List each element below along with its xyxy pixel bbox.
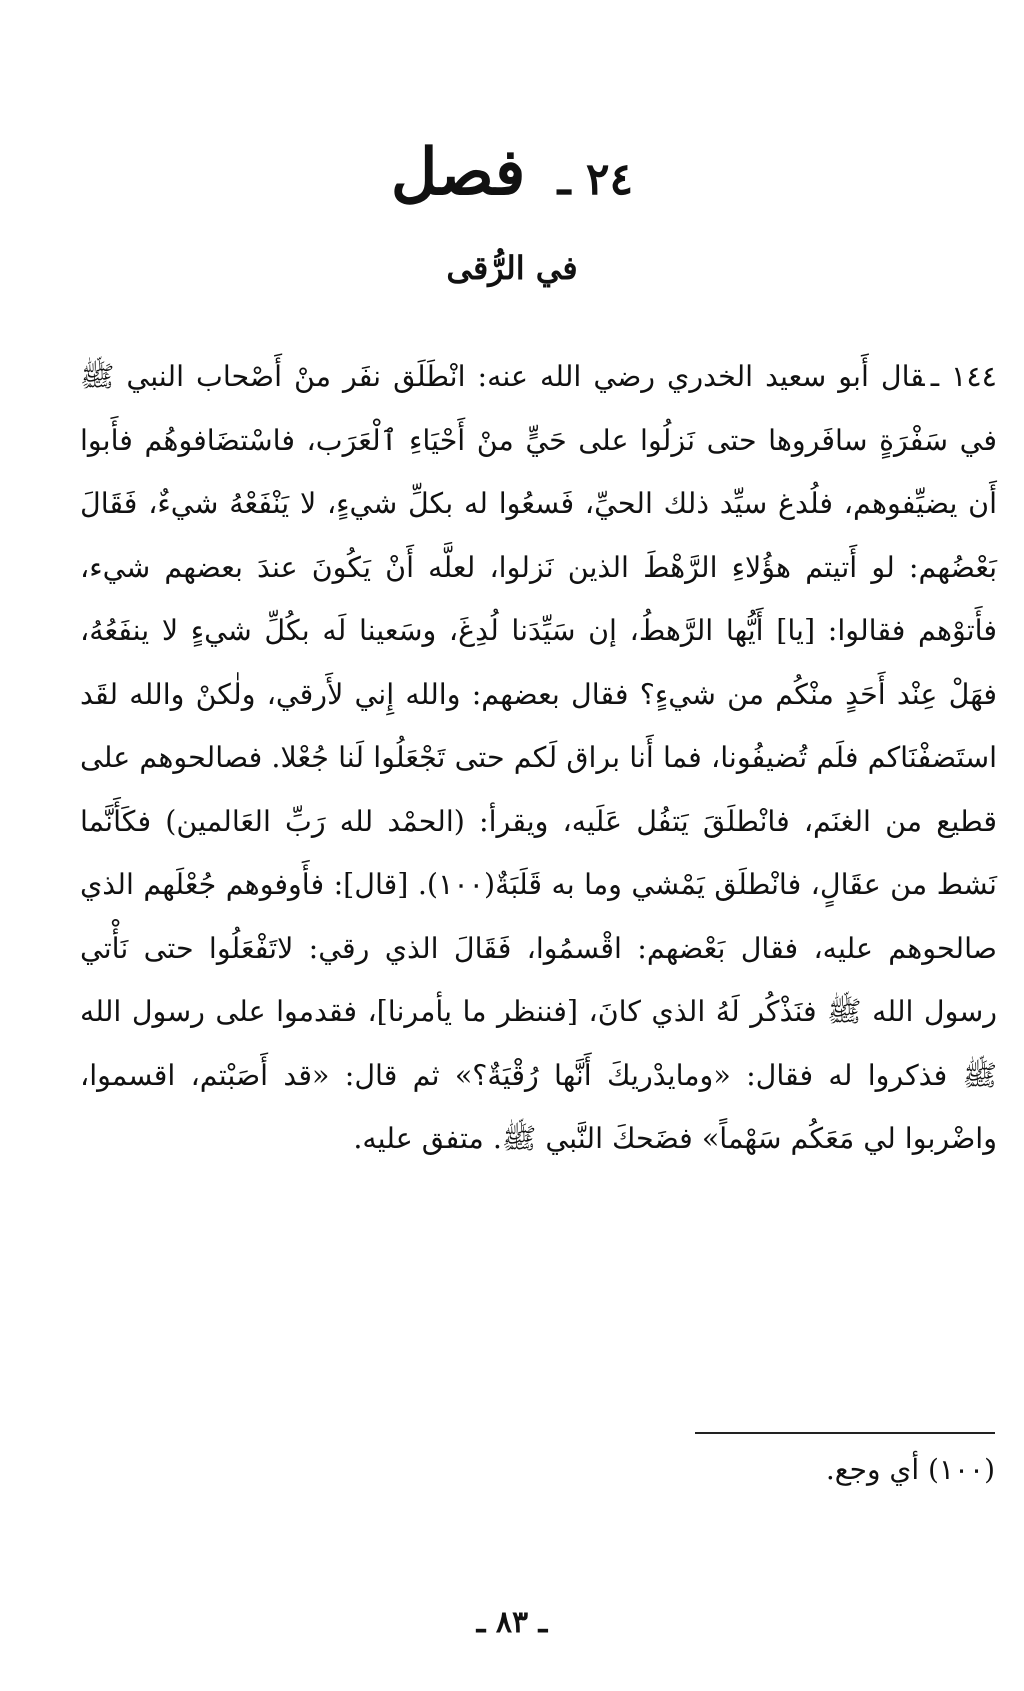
paragraph-number: ١٤٤ ـ	[930, 360, 997, 393]
chapter-heading	[0, 128, 1024, 225]
page-number: ـ ٨٣ ـ	[476, 1605, 548, 1640]
chapter-title: فصل	[390, 135, 526, 210]
footnote-divider	[695, 1432, 995, 1434]
chapter-number: ٢٤ ـ	[557, 154, 634, 205]
paragraph-text: قال أَبو سعيد الخدري رضي الله عنه: انْطَلَق نفَر منْ أَصْحاب النبي ﷺ في سَفْرَةٍ سافَروها حتى نَزلُوا على حَيٍّ منْ أَحْيَاءِ ٱلْعَرَب، فاسْتضَافوهُم فأَبوا أَن يضيِّفوهم، فلُدغ سيِّد ذلك الحيِّ، فَسعُوا له بكلِّ شيءٍ، لا يَنْفَعْهُ شيءٌ، فَقَالَ بَعْضُهم: لو أَتيتم هؤُلاءِ الرَّهْطَ الذين نَزلوا، لعلَّه أَنْ يَكُونَ عندَ بعضهم شيء، فأَتوْهم فقالوا: [يا] أَيُّها الرَّهطُ، إن سَيِّدَنا لُدِغَ، وسَعينا لَه بكُلِّ شيءٍ لا ينفَعُهُ، فهَلْ عِنْد أَحَدٍ منْكُم من شيءٍ؟ فقال بعضهم: والله إِني لأَرقي، ولٰكنْ والله لقَد استَضفْنَاكم فلَم تُضيفُونا، فما أَنا براق لَكم حتى تَجْعَلُوا لَنا جُعْلا. فصالحوهم على قطيع من الغنَم، فانْطلَقَ يَتفُل عَلَيه، ويقرأ: (الحمْد لله رَبِّ العَالمين) فكَأَنَّما نَشط من عقَالٍ، فانْطلَق يَمْشي وما به قَلَبَةٌ(١٠٠). [قال]: فأَوفوهم جُعْلَهم الذي صالحوهم عليه، فقال بَعْضهم: اقْسمُوا، فَقَالَ الذي رقي: لاتَفْعَلُوا حتى نَأْتي رسول الله ﷺ فنَذْكُر لَهُ الذي كانَ، [فننظر ما يأمرنا]، فقدموا على رسول الله ﷺ فذكروا له فقال: «ومايدْريكَ أَنَّها رُقْيَةٌ؟» ثم قال: «قد أَصَبْتم، اقسموا، واضْربوا لي مَعَكُم سَهْماً» فضَحكَ النَّبي ﷺ. متفق عليه.	[80, 360, 997, 1155]
hadith-paragraph	[80, 345, 997, 1171]
footnote: (١٠٠) أي وجع.	[825, 1453, 995, 1486]
section-subtitle: في الرُّقى	[446, 249, 578, 287]
